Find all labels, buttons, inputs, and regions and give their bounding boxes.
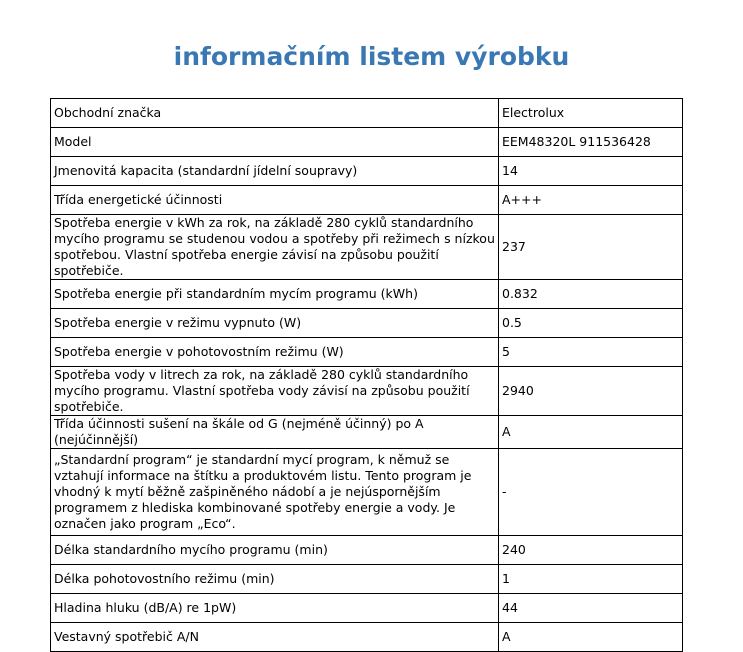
table-row <box>51 157 683 186</box>
table-row <box>51 309 683 338</box>
row-value: EEM48320L 911536428 <box>499 128 683 157</box>
row-label: Model <box>51 128 499 157</box>
row-value: 44 <box>499 594 683 623</box>
row-value: A <box>499 623 683 652</box>
row-value: - <box>499 449 683 536</box>
table-row <box>51 367 683 416</box>
row-value: 240 <box>499 536 683 565</box>
row-label: Spotřeba energie v pohotovostním režimu (W) <box>51 338 499 367</box>
table-row <box>51 623 683 652</box>
row-label: Spotřeba energie v kWh za rok, na základě 280 cyklů standardního mycího programu se studenou vodou a spotřeby při režimech s nízkou spotřebou. Vlastní spotřeba energie závisí na způsobu použití spotřebiče. <box>51 215 499 280</box>
row-label: „Standardní program“ je standardní mycí program, k němuž se vztahují informace na štítku a produktovém listu. Tento program je vhodný k mytí běžně zašpiněného nádobí a je nejúspornějším programem z hlediska kombinované spotřeby energie a vody. Je označen jako program „Eco“. <box>51 449 499 536</box>
row-label: Obchodní značka <box>51 99 499 128</box>
table-row <box>51 565 683 594</box>
table-row <box>51 449 683 536</box>
page-title: informačním listem výrobku <box>173 42 570 71</box>
row-value: 1 <box>499 565 683 594</box>
product-info-table <box>50 98 683 652</box>
row-value: 5 <box>499 338 683 367</box>
row-label: Vestavný spotřebič A/N <box>51 623 499 652</box>
row-value: Electrolux <box>499 99 683 128</box>
row-value: 0.832 <box>499 280 683 309</box>
row-label: Spotřeba energie při standardním mycím programu (kWh) <box>51 280 499 309</box>
row-label: Spotřeba energie v režimu vypnuto (W) <box>51 309 499 338</box>
row-value: 2940 <box>499 367 683 416</box>
row-value: 14 <box>499 157 683 186</box>
row-label: Hladina hluku (dB/A) re 1pW) <box>51 594 499 623</box>
row-value: 0.5 <box>499 309 683 338</box>
row-label: Třída účinnosti sušení na škále od G (nejméně účinný) po A (nejúčinnější) <box>51 416 499 449</box>
table-row <box>51 280 683 309</box>
table-row <box>51 186 683 215</box>
table-row <box>51 215 683 280</box>
table-row <box>51 128 683 157</box>
row-value: A+++ <box>499 186 683 215</box>
table-row <box>51 338 683 367</box>
row-label: Jmenovitá kapacita (standardní jídelní soupravy) <box>51 157 499 186</box>
table-row <box>51 536 683 565</box>
table-row <box>51 99 683 128</box>
row-label: Délka standardního mycího programu (min) <box>51 536 499 565</box>
row-label: Délka pohotovostního režimu (min) <box>51 565 499 594</box>
table-row <box>51 594 683 623</box>
table-row <box>51 416 683 449</box>
row-label: Třída energetické účinnosti <box>51 186 499 215</box>
row-label: Spotřeba vody v litrech za rok, na základě 280 cyklů standardního mycího programu. Vlastní spotřeba vody závisí na způsobu použití spotřebiče. <box>51 367 499 416</box>
row-value: 237 <box>499 215 683 280</box>
row-value: A <box>499 416 683 449</box>
